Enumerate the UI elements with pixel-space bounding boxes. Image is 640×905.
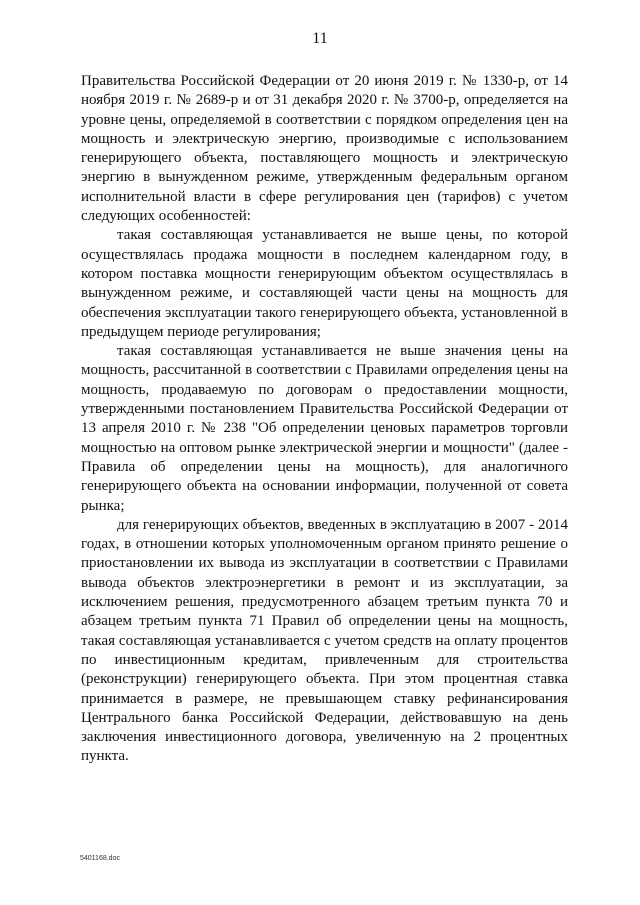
paragraph-capacity-price: такая составляющая устанавливается не выше значения цены на мощность, рассчитанной в соответствии с Правилами определения цены на мощность, продаваемую по договорам о предоставлении мощности, утвержденными постановлением Правительства Российской Федерации от 13 апреля 2010 г. № 238 "Об определении ценовых параметров торговли мощностью на оптовом рынке электрической энергии и мощности" (далее - Правила об определении цены на мощность), для аналогичного генерирующего объекта на основании информации, полученной от совета рынка; [81, 343, 568, 514]
paragraph-continuation: Правительства Российской Федерации от 20 июня 2019 г. № 1330-р, от 14 ноября 2019 г. № 2689-р и от 31 декабря 2020 г. № 3700-р, определяется на уровне цены, определяемой в соответствии с порядком определения цен на мощность и электрическую энергию, производимые с использованием генерирующего объекта, поставляющего мощность и электрическую энергию в вынужденном режиме, утвержденным федеральным органом исполнительной власти в сфере регулирования цен (тарифов) с учетом следующих особенностей: [81, 73, 568, 225]
document-body [81, 72, 568, 767]
file-name-footer: 5401168.doc [80, 855, 120, 862]
paragraph-generating-objects: для генерирующих объектов, введенных в эксплуатацию в 2007 - 2014 годах, в отношении которых уполномоченным органом принято решение о приостановлении их вывода из эксплуатации в соответствии с Правилами вывода объектов электроэнергетики в ремонт и из эксплуатации, за исключением решения, предусмотренного абзацем третьим пункта 70 и абзацем третьим пункта 71 Правил об определении цены на мощность, такая составляющая устанавливается с учетом средств на оплату процентов по инвестиционным кредитам, привлеченным для строительства (реконструкции) генерирующего объекта. При этом процентная ставка принимается в размере, не превышающем ставку рефинансирования Центрального банка Российской Федерации, действовавшую на день заключения инвестиционного договора, увеличенную на 2 процентных пункта. [81, 516, 568, 765]
paragraph-price-ceiling: такая составляющая устанавливается не выше цены, по которой осуществлялась продажа мощности в последнем календарном году, в котором поставка мощности генерирующим объектом осуществлялась в вынужденном режиме, и составляющей части цены на мощность для обеспечения эксплуатации такого генерирующего объекта, установленной в предыдущем периоде регулирования; [81, 227, 568, 340]
page-number: 11 [312, 30, 328, 47]
